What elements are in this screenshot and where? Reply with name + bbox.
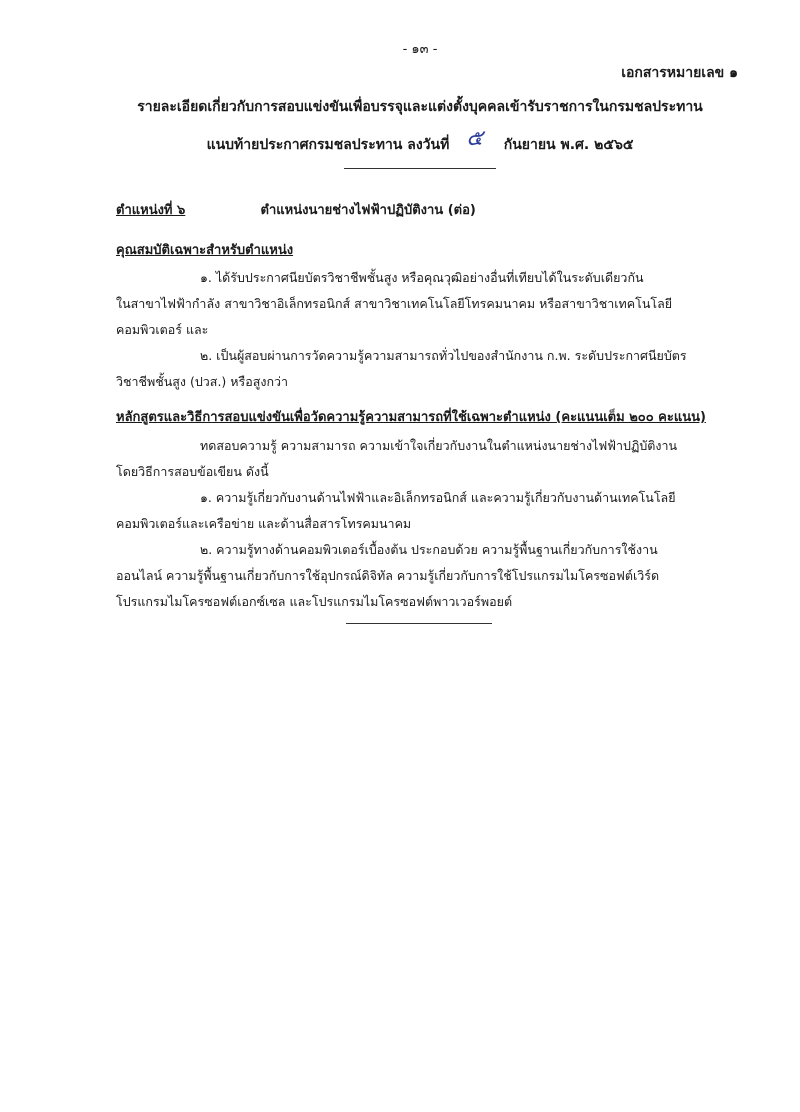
- announcement-prefix: แนบท้ายประกาศกรมชลประทาน ลงวันที่: [206, 137, 450, 153]
- exam-line: ทดสอบความรู้ ความสามารถ ความเข้าใจเกี่ยวกับงานในตำแหน่งนายช่างไฟฟ้าปฏิบัติงาน: [200, 438, 678, 453]
- exam-line: โดยวิธีการสอบข้อเขียน ดังนี้: [116, 464, 269, 479]
- handwritten-day: ๕: [466, 126, 483, 151]
- qualification-line: ๑. ได้รับประกาศนียบัตรวิชาชีพชั้นสูง หรือคุณวุฒิอย่างอื่นที่เทียบได้ในระดับเดียวกัน: [200, 270, 644, 285]
- qualification-line: ในสาขาไฟฟ้ากำลัง สาขาวิชาอิเล็กทรอนิกส์ สาขาวิชาเทคโนโลยีโทรคมนาคม หรือสาขาวิชาเทคโนโลยี: [116, 296, 673, 311]
- document-number: เอกสารหมายเลข ๑: [621, 65, 738, 81]
- qualification-line: คอมพิวเตอร์ และ: [116, 322, 209, 337]
- qualifications-heading: คุณสมบัติเฉพาะสำหรับตำแหน่ง: [116, 243, 294, 258]
- document-title: รายละเอียดเกี่ยวกับการสอบแข่งขันเพื่อบรรจุและแต่งตั้งบุคคลเข้ารับราชการในกรมชลประทาน: [137, 99, 703, 115]
- exam-line: ออนไลน์ ความรู้พื้นฐานเกี่ยวกับการใช้อุปกรณ์ดิจิทัล ความรู้เกี่ยวกับการใช้โปรแกรมไมโครซอฟต์เวิร์ด: [116, 568, 660, 583]
- page-number: - ๑๓ -: [402, 42, 438, 57]
- document-subtitle: [0, 124, 800, 159]
- qualification-line: ๒. เป็นผู้สอบผ่านการวัดความรู้ความสามารถทั่วไปของสำนักงาน ก.พ. ระดับประกาศนียบัตร: [200, 348, 687, 363]
- exam-heading: หลักสูตรและวิธีการสอบแข่งขันเพื่อวัดความรู้ความสามารถที่ใช้เฉพาะตำแหน่ง (คะแนนเต็ม ๒๐๐ คะแนน): [116, 410, 706, 425]
- position-line: [116, 199, 476, 220]
- position-label: ตำแหน่งที่ ๖: [116, 203, 186, 218]
- position-name: ตำแหน่งนายช่างไฟฟ้าปฏิบัติงาน (ต่อ): [260, 203, 476, 218]
- exam-line: ๒. ความรู้ทางด้านคอมพิวเตอร์เบื้องต้น ประกอบด้วย ความรู้พื้นฐานเกี่ยวกับการใช้งาน: [200, 542, 658, 557]
- exam-line: โปรแกรมไมโครซอฟต์เอกซ์เซล และโปรแกรมไมโครซอฟต์พาวเวอร์พอยต์: [116, 594, 513, 609]
- exam-line: ๑. ความรู้เกี่ยวกับงานด้านไฟฟ้าและอิเล็กทรอนิกส์ และความรู้เกี่ยวกับงานด้านเทคโนโลยี: [200, 490, 676, 505]
- qualification-line: วิชาชีพชั้นสูง (ปวส.) หรือสูงกว่า: [116, 374, 289, 389]
- end-divider: [346, 623, 492, 624]
- title-divider: [344, 168, 496, 169]
- exam-line: คอมพิวเตอร์และเครือข่าย และด้านสื่อสารโทรคมนาคม: [116, 516, 412, 531]
- announcement-date: กันยายน พ.ศ. ๒๕๖๕: [503, 137, 634, 153]
